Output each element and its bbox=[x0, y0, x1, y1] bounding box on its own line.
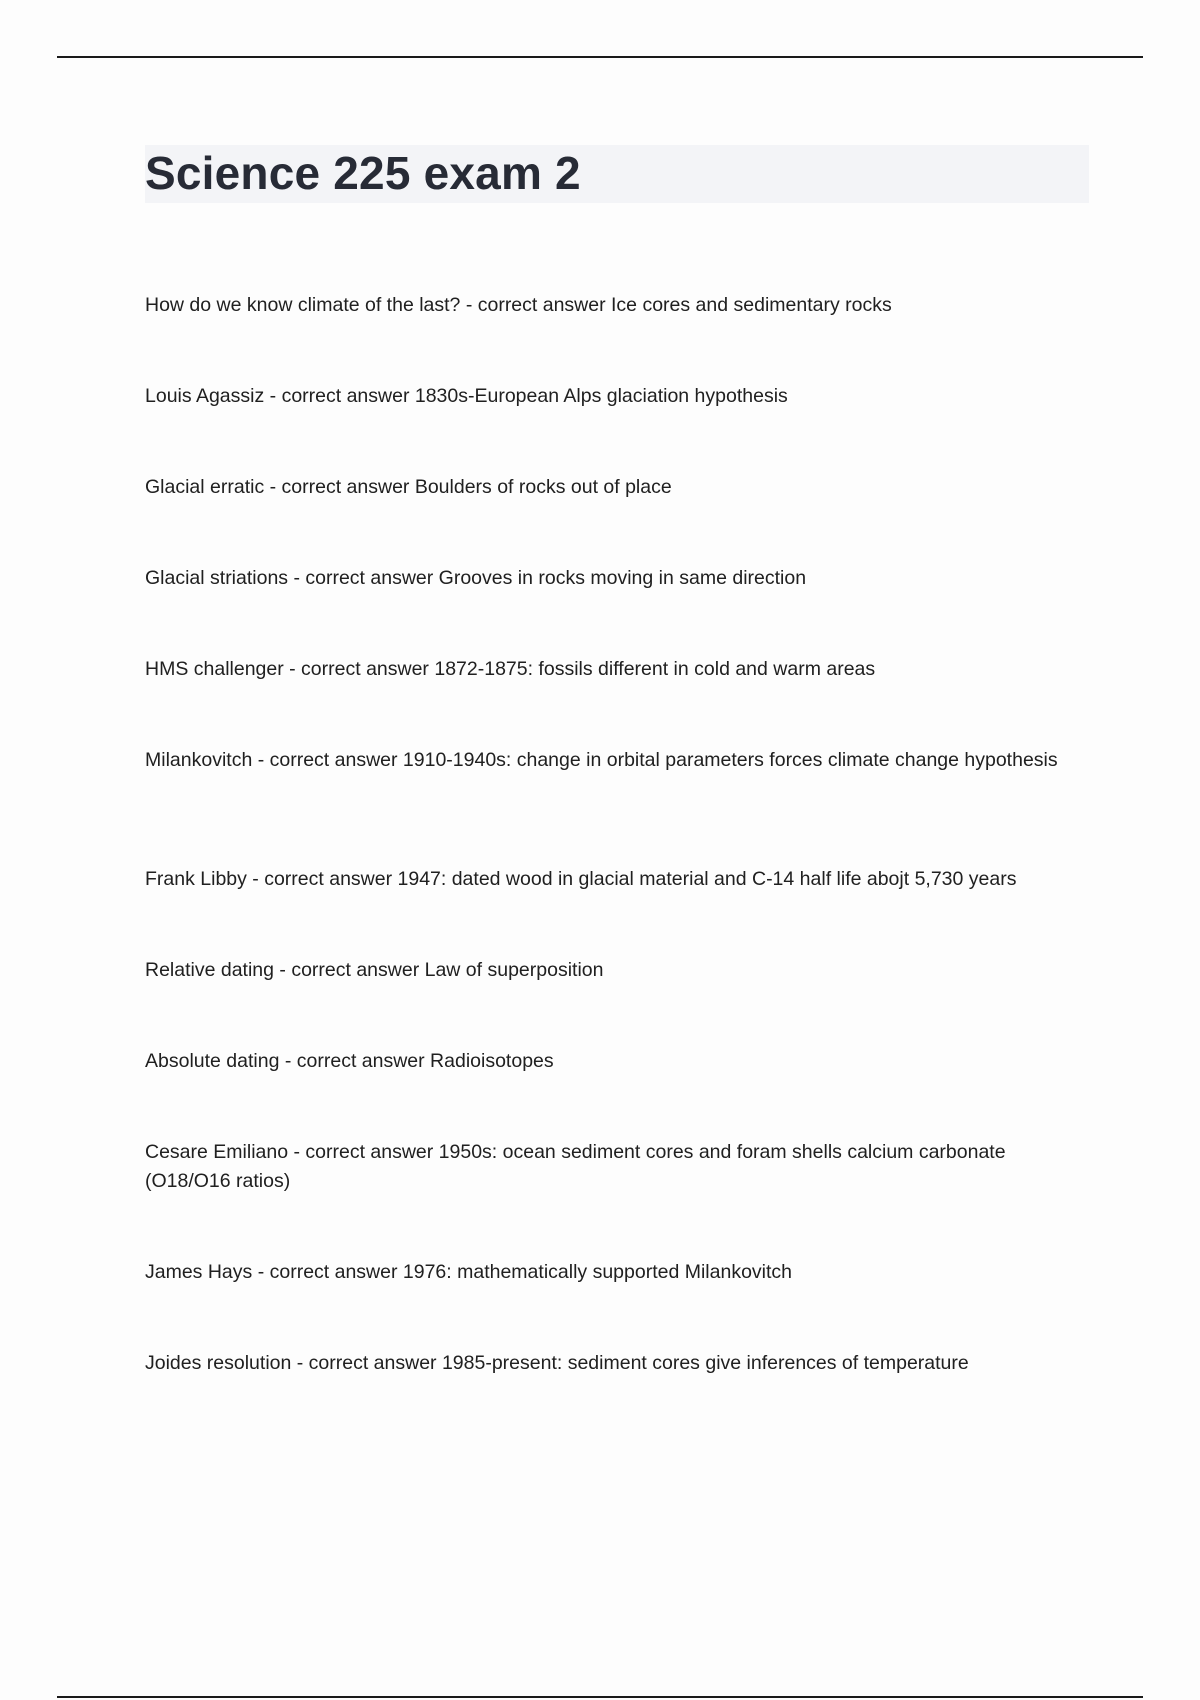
bottom-rule bbox=[57, 1696, 1143, 1698]
qa-item: Glacial striations - correct answer Grooves in rocks moving in same direction bbox=[145, 567, 807, 589]
qa-item: Glacial erratic - correct answer Boulders of rocks out of place bbox=[145, 476, 672, 498]
qa-item: How do we know climate of the last? - correct answer Ice cores and sedimentary rocks bbox=[145, 294, 892, 316]
qa-item: James Hays - correct answer 1976: mathematically supported Milankovitch bbox=[145, 1261, 793, 1283]
qa-item: Milankovitch - correct answer 1910-1940s: change in orbital parameters forces climate change hypothesis bbox=[145, 749, 1058, 771]
qa-item: Frank Libby - correct answer 1947: dated wood in glacial material and C-14 half life abojt 5,730 years bbox=[145, 868, 1017, 890]
qa-item: Joides resolution - correct answer 1985-present: sediment cores give inferences of temperature bbox=[145, 1352, 969, 1374]
top-rule bbox=[57, 56, 1143, 58]
qa-item: Absolute dating - correct answer Radioisotopes bbox=[145, 1050, 554, 1072]
qa-item: Cesare Emiliano - correct answer 1950s: ocean sediment cores and foram shells calcium carbonate (O18/O16 ratios) bbox=[145, 1141, 1006, 1192]
qa-item: HMS challenger - correct answer 1872-1875: fossils different in cold and warm areas bbox=[145, 658, 876, 680]
qa-item: Louis Agassiz - correct answer 1830s-European Alps glaciation hypothesis bbox=[145, 385, 788, 407]
qa-item: Relative dating - correct answer Law of superposition bbox=[145, 959, 604, 981]
page-title: Science 225 exam 2 bbox=[145, 147, 581, 199]
